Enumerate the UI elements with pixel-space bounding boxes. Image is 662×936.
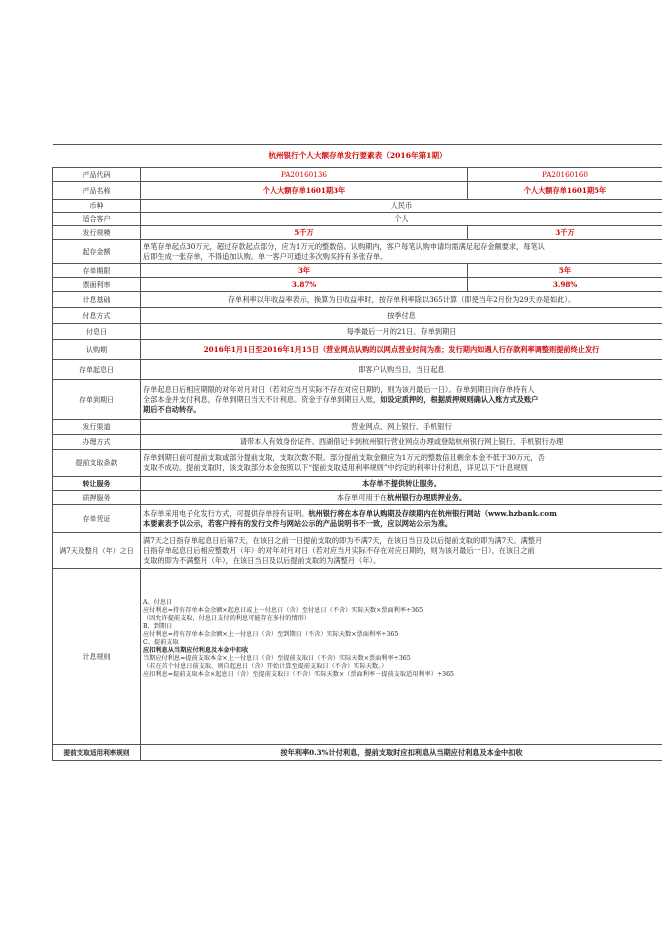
row-code: 产品代码 PA20160136 PA20160160 [53, 168, 662, 182]
row-currency: 币种 人民币 [53, 200, 662, 213]
name-5y: 个人大额存单1601期5年 [468, 182, 662, 200]
scale-5y: 3千万 [468, 226, 662, 240]
currency-value: 人民币 [141, 200, 662, 213]
row-customer: 适合客户 个人 [53, 213, 662, 226]
rules-text: A、付息日 应付利息=持有存单本金余额×起息日或上一付息日（含）至付息日（不含）实际天数×票面利率÷365 （因允许提前支取，付息日支付的利息可能存在多付的情形） B、到期日 应付利息=持有存单本金余额×上一付息日（含）至到期日（不含）实际天数×票面利率÷365 C、提前支取 应扣利息从当期应付利息及本金中扣收 当期应付利息=提前支取本金×上一付息日（含）至提前支取日（不含）实际天数×票面利率÷365 （若在首个付息日前支取，则自起息日（含）开始计算至提前支取日（不含）实际天数。） 应扣利息=提前支取本金×起息日（含）至提前支取日（不含）实际天数×（票面利率－提前支取适用利率）÷365 [141, 569, 662, 745]
process-value: 请带本人有效身份证件、西湖借记卡到杭州银行营业网点办理或登陆杭州银行网上银行、手机银行办理 [141, 435, 662, 450]
term-5y: 5年 [468, 264, 662, 278]
row-term: 存单期限 3年 5年 [53, 264, 662, 278]
row-pay-day: 付息日 每季最后一月的21日、存单到期日 [53, 324, 662, 340]
row-voucher: 存单凭证 本存单采用电子化发行方式，可提供存单持有证明。杭州银行将在本存单认购期及存续期内在杭州银行网站（www.hzbank.com 本要素表予以公示，若客户持有的发行文件与网站公示的产品说明书不一致，应以网站公示为准。 [53, 505, 662, 533]
row-full: 满7天及整月（年）之日 满7天之日指存单起息日后第7天，在该日之前一日提前支取的即为不满7天，在该日当日及以后提前支取的即为满7天。满整月 日指存单起息日后相应整数月（年）的对年对月对日（若对应当月实际不存在对应日期的，则为该月最后一日），在该日之前 支取的即为不满整月（年），在该日当日及以后提前支取的为满整月（年）。 [53, 533, 662, 569]
rate-3y: 3.87% [141, 278, 468, 292]
row-basis: 计息基础 存单利率以年收益率表示，换算为日收益率时，按存单利率除以365计算（即使当年2月份为29天亦是如此）。 [53, 292, 662, 308]
row-name: 产品名称 个人大额存单1601期3年 个人大额存单1601期5年 [53, 182, 662, 200]
voucher-text: 本存单采用电子化发行方式，可提供存单持有证明。杭州银行将在本存单认购期及存续期内在杭州银行网站（www.hzbank.com 本要素表予以公示，若客户持有的发行文件与网站公示的产品说明书不一致，应以网站公示为准。 [141, 505, 662, 533]
start-day-value: 即客户认购当日，当日起息 [141, 360, 662, 380]
channel-value: 营业网点、网上银行、手机银行 [141, 420, 662, 435]
row-early-rate: 提前支取适用利率规则 按年利率0.3%计付利息，提前支取时应扣利息从当期应付利息及本金中扣收 [53, 745, 662, 761]
row-scale: 发行规模 5千万 3千万 [53, 226, 662, 240]
term-3y: 3年 [141, 264, 468, 278]
early-text: 存单到期日前可提前支取或部分提前支取，支取次数不限。部分提前支取金额应为1万元的整数倍且剩余本金不低于30万元，否 支取不成功。提前支取时，该支取部分本金按照以下“提前支取适用利率规则”中约定的利率计付利息，详见以下“计息规则 [141, 450, 662, 477]
row-pay-method: 付息方式 按季付息 [53, 308, 662, 324]
row-channel: 发行渠道 营业网点、网上银行、手机银行 [53, 420, 662, 435]
subscription-value: 2016年1月1日至2016年1月15日（营业网点认购的以网点营业时间为准；发行期内如遇人行存款利率调整则提前终止发行 [141, 340, 662, 360]
row-transfer: 转让服务 本存单不提供转让服务。 [53, 477, 662, 491]
row-subscription: 认购期 2016年1月1日至2016年1月15日（营业网点认购的以网点营业时间为准；发行期内如遇人行存款利率调整则提前终止发行 [53, 340, 662, 360]
scale-3y: 5千万 [141, 226, 468, 240]
early-rate-value: 按年利率0.3%计付利息，提前支取时应扣利息从当期应付利息及本金中扣收 [141, 745, 662, 761]
row-rules: 计息规则 A、付息日 应付利息=持有存单本金余额×起息日或上一付息日（含）至付息日（不含）实际天数×票面利率÷365 （因允许提前支取，付息日支付的利息可能存在多付的情形） B、到期日 应付利息=持有存单本金余额×上一付息日（含）至到期日（不含）实际天数×票面利率÷365 C、提前支取 应扣利息从当期应付利息及本金中扣收 当期应付利息=提前支取本金×上一付息日（含）至提前支取日（不含）实际天数×票面利率÷365 （若在首个付息日前支取，则自起息日（含）开始计算至提前支取日（不含）实际天数。） 应扣利息=提前支取本金×起息日（含）至提前支取日（不含）实际天数×（票面利率－提前支取适用利率）÷365 [53, 569, 662, 745]
full-text: 满7天之日指存单起息日后第7天，在该日之前一日提前支取的即为不满7天，在该日当日及以后提前支取的即为满7天。满整月 日指存单起息日后相应整数月（年）的对年对月对日（若对应当月实际不存在对应日期的，则为该月最后一日），在该日之前 支取的即为不满整月（年），在该日当日及以后提前支取的为满整月（年）。 [141, 533, 662, 569]
rate-5y: 3.98% [468, 278, 662, 292]
row-rate: 票面利率 3.87% 3.98% [53, 278, 662, 292]
row-maturity: 存单到期日 存单起息日后相应期限的对年对月对日（若对应当月实际不存在对应日期的，则为该月最后一日）。存单到期日向存单持有人 全部本金并支付利息，存单到期日当天不计利息。资金于存单到期日入账，如设定质押的，根据质押规则确认入账方式及账户 期后不自动转存。 [53, 380, 662, 420]
code-5y: PA20160160 [468, 168, 662, 182]
row-process: 办理方式 请带本人有效身份证件、西湖借记卡到杭州银行营业网点办理或登陆杭州银行网上银行、手机银行办理 [53, 435, 662, 450]
pay-method-value: 按季付息 [141, 308, 662, 324]
product-terms-table [52, 144, 662, 761]
name-3y: 个人大额存单1601期3年 [141, 182, 468, 200]
code-3y: PA20160136 [141, 168, 468, 182]
maturity-text: 存单起息日后相应期限的对年对月对日（若对应当月实际不存在对应日期的，则为该月最后一日）。存单到期日向存单持有人 全部本金并支付利息，存单到期日当天不计利息。资金于存单到期日入账，如设定质押的，根据质押规则确认入账方式及账户 期后不自动转存。 [141, 380, 662, 420]
min-amount-text: 单笔存单起点30万元，超过存款起点部分，应为1万元的整数倍。认购期内，客户每笔认购申请均需满足起存金额要求，每笔认 后即生成一张存单，不得追加认购。单一客户可通过多次购买持有多张存单。 [141, 240, 662, 264]
product-terms-sheet [52, 144, 662, 761]
pledge-value: 本存单可用于在杭州银行办理质押业务。 [141, 491, 662, 505]
transfer-value: 本存单不提供转让服务。 [141, 477, 662, 491]
row-min-amount: 起存金额 单笔存单起点30万元，超过存款起点部分，应为1万元的整数倍。认购期内，客户每笔认购申请均需满足起存金额要求，每笔认 后即生成一张存单，不得追加认购。单一客户可通过多次购买持有多张存单。 [53, 240, 662, 264]
basis-value: 存单利率以年收益率表示，换算为日收益率时，按存单利率除以365计算（即使当年2月份为29天亦是如此）。 [141, 292, 662, 308]
row-start-day: 存单起息日 即客户认购当日，当日起息 [53, 360, 662, 380]
row-early: 提前支取条款 存单到期日前可提前支取或部分提前支取，支取次数不限。部分提前支取金额应为1万元的整数倍且剩余本金不低于30万元，否 支取不成功。提前支取时，该支取部分本金按照以下“提前支取适用利率规则”中约定的利率计付利息，详见以下“计息规则 [53, 450, 662, 477]
row-pledge: 质押服务 本存单可用于在杭州银行办理质押业务。 [53, 491, 662, 505]
sheet-title: 杭州银行个人大额存单发行要素表（2016年第1期） [53, 145, 662, 168]
pay-day-value: 每季最后一月的21日、存单到期日 [141, 324, 662, 340]
customer-value: 个人 [141, 213, 662, 226]
